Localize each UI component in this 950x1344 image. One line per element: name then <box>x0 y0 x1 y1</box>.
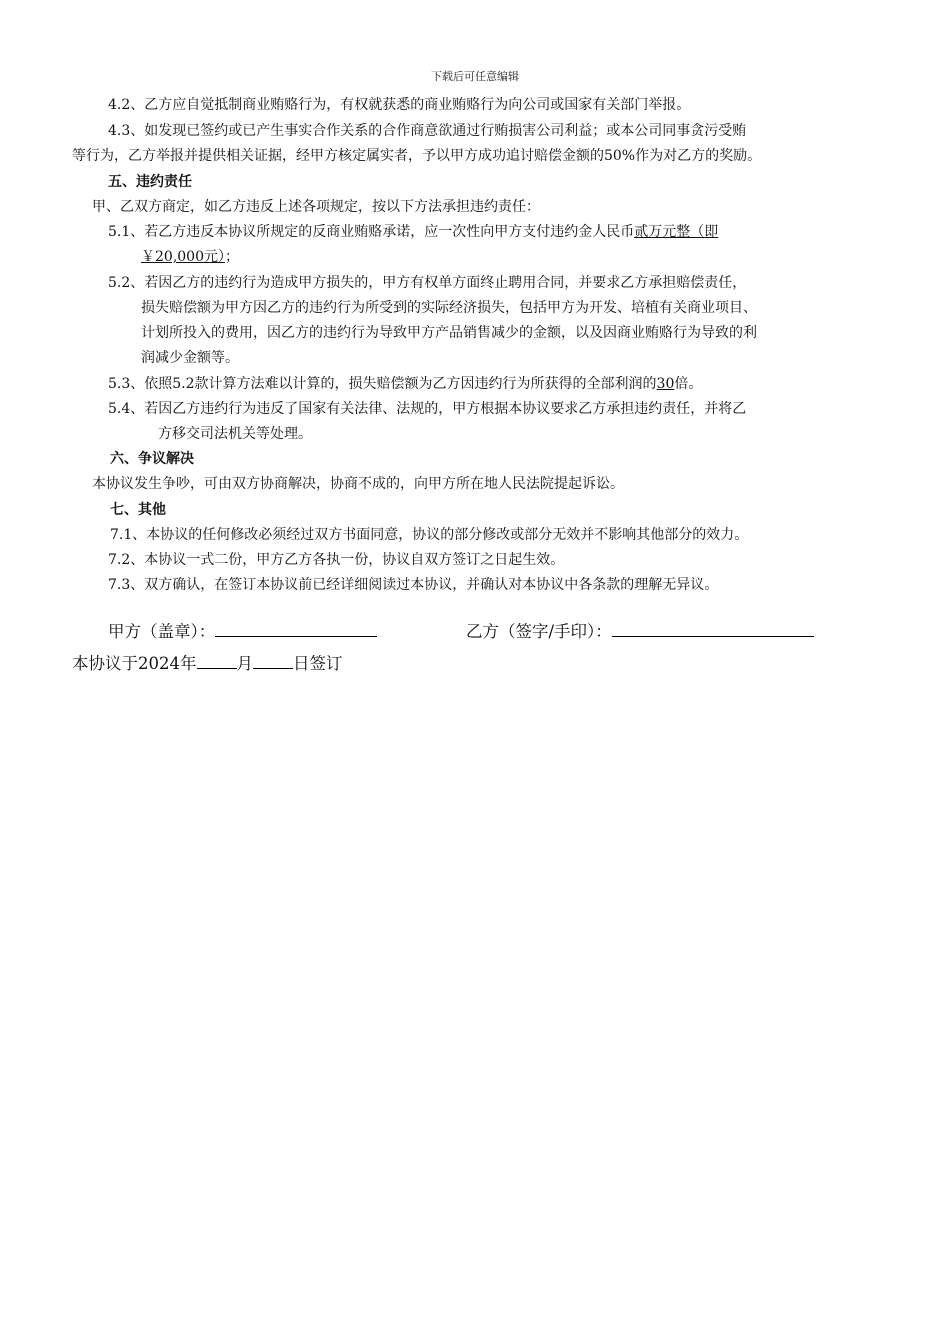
section-6-text: 本协议发生争吵，可由双方协商解决，协商不成的，向甲方所在地人民法院提起诉讼。 <box>92 476 624 492</box>
clause-7-1: 7.1、本协议的任何修改必须经过双方书面同意，协议的部分修改或部分无效并不影响其他部分的效力。 <box>110 527 749 543</box>
day-blank[interactable] <box>253 656 293 669</box>
party-b-label: 乙方（签字/手印）： <box>466 622 612 641</box>
date-day-label: 日签订 <box>293 654 343 673</box>
clause-4-2: 4.2、乙方应自觉抵制商业贿赂行为，有权就获悉的商业贿赂行为向公司或国家有关部门举报。 <box>108 97 691 113</box>
clause-5-1-line2 <box>141 247 239 267</box>
clause-5-2-line2: 损失赔偿额为甲方因乙方的违约行为所受到的实际经济损失，包括甲方为开发、培植有关商业项目、 <box>141 300 757 316</box>
month-blank[interactable] <box>197 656 237 669</box>
penalty-amount-figure: ￥20,000元） <box>141 249 225 265</box>
signing-date <box>72 650 343 674</box>
date-prefix: 本协议于2024年 <box>72 654 197 673</box>
clause-5-3 <box>108 374 702 394</box>
clause-4-3-line2: 等行为，乙方举报并提供相关证据，经甲方核定属实者，予以甲方成功追讨赔偿金额的50%作为对乙方的奖励。 <box>72 148 762 164</box>
party-b-signature <box>466 618 814 642</box>
party-a-label: 甲方（盖章）： <box>108 622 216 641</box>
clause-5-3-text: 5.3、依照5.2款计算方法难以计算的，损失赔偿额为乙方因违约行为所获得的全部利润的 <box>108 376 657 392</box>
clause-4-3-line1: 4.3、如发现已签约或已产生事实合作关系的合作商意欲通过行贿损害公司利益；或本公司同事贪污受贿 <box>108 123 747 139</box>
date-month-label: 月 <box>236 654 253 673</box>
party-b-blank[interactable] <box>612 622 814 637</box>
page-header: 下载后可任意编辑 <box>431 70 519 83</box>
section-7-title: 七、其他 <box>110 502 166 518</box>
section-5-intro: 甲、乙双方商定，如乙方违反上述各项规定，按以下方法承担违约责任： <box>92 199 540 215</box>
section-6-title: 六、争议解决 <box>110 451 194 467</box>
clause-5-2-line1: 5.2、若因乙方的违约行为造成甲方损失的，甲方有权单方面终止聘用合同，并要求乙方承担赔偿责任， <box>108 275 747 291</box>
profit-multiplier: 30 <box>656 376 675 392</box>
clause-7-2: 7.2、本协议一式二份，甲方乙方各执一份，协议自双方签订之日起生效。 <box>108 552 565 568</box>
clause-5-3-end: 倍。 <box>674 376 703 392</box>
clause-5-4-line1: 5.4、若因乙方违约行为违反了国家有关法律、法规的，甲方根据本协议要求乙方承担违约责任，并将乙 <box>108 401 747 417</box>
clause-7-3: 7.3、双方确认，在签订本协议前已经详细阅读过本协议，并确认对本协议中各条款的理解无异议。 <box>108 577 719 593</box>
clause-5-1-text: 5.1、若乙方违反本协议所规定的反商业贿赂承诺，应一次性向甲方支付违约金人民币 <box>108 224 635 240</box>
clause-5-1-end: ； <box>225 249 239 265</box>
clause-5-2-line4: 润减少金额等。 <box>141 350 239 366</box>
party-a-signature <box>108 618 377 642</box>
clause-5-1-line1 <box>108 222 718 242</box>
party-a-blank[interactable] <box>215 622 377 637</box>
clause-5-2-line3: 计划所投入的费用，因乙方的违约行为导致甲方产品销售减少的金额，以及因商业贿赂行为导致的利 <box>141 325 757 341</box>
clause-5-4-line2: 方移交司法机关等处理。 <box>158 426 312 442</box>
section-5-title: 五、违约责任 <box>108 174 192 190</box>
penalty-amount-words: 贰万元整（即 <box>634 224 719 240</box>
